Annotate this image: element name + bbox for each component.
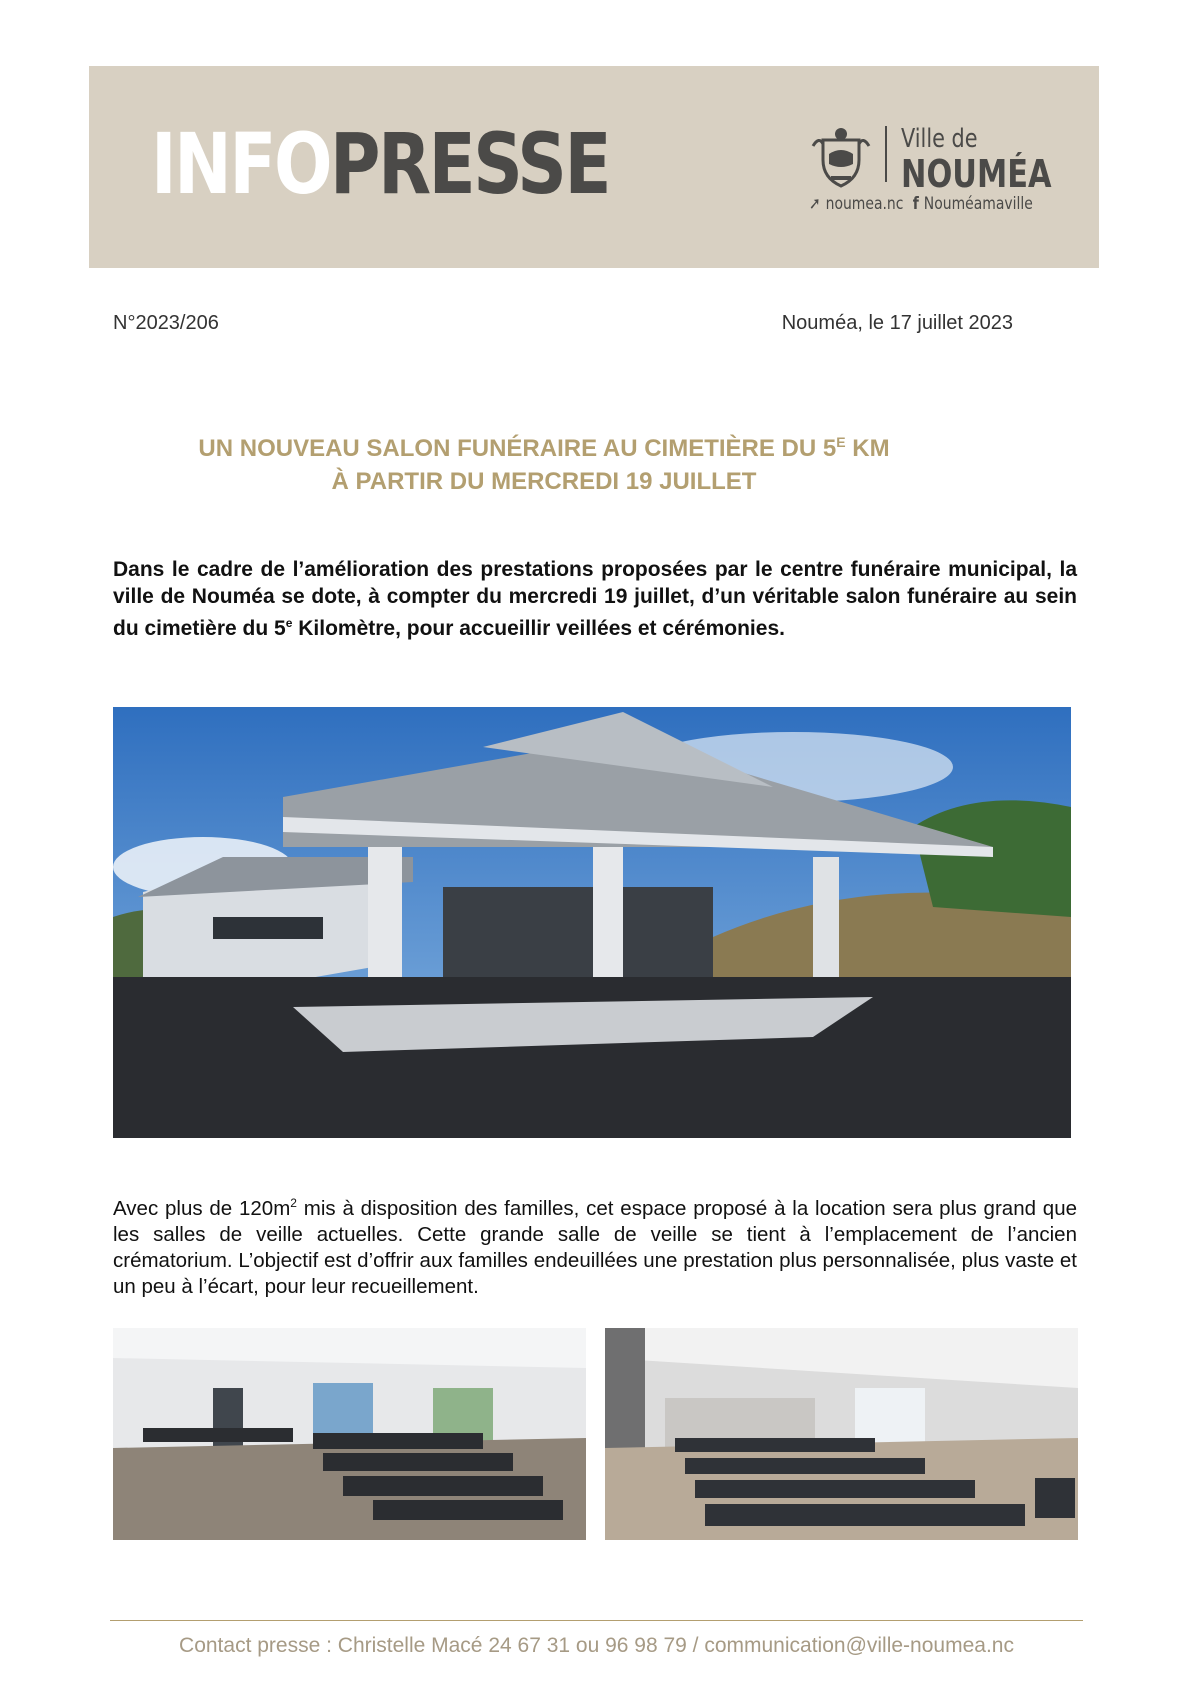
- ville-de-noumea-logo: [809, 124, 1052, 214]
- header-banner: [89, 66, 1099, 268]
- logo-separator: [885, 126, 887, 182]
- hall-interior-photo-1: [113, 1328, 586, 1540]
- logo-noumea: NOUMÉA: [901, 152, 1052, 196]
- logo-ville-de: Ville de: [901, 124, 978, 154]
- headline-line-2: À PARTIR DU MERCREDI 19 JUILLET: [331, 468, 757, 495]
- lead-paragraph: Dans le cadre de l’amélioration des prestations proposées par le centre funéraire municipal, la ville de Nouméa se dote, à compter du mercredi 19 juillet, d’un véritable salon funéraire au sein du cimetière du 5e Kilomètre, pour accueillir veillées et cérémonies.: [113, 558, 1077, 640]
- headline: [113, 426, 975, 498]
- info-presse-wordmark: [151, 115, 610, 213]
- dateline: Nouméa, le 17 juillet 2023: [781, 312, 1013, 334]
- press-contact: Contact presse : Christelle Macé 24 67 31 ou 96 98 79 / communication@ville-noumea.nc: [179, 1634, 1014, 1657]
- funeral-salon-exterior-photo: [113, 707, 1071, 1138]
- logo-facebook: Nouméamaville: [923, 194, 1033, 214]
- logo-links: [809, 194, 1038, 214]
- body-paragraph: Avec plus de $120m^2$ mis à disposition des familles, cet espace proposé à la location sera plus grand que les salles de veille actuelles. Cette grande salle de veille se tient à l’emplacement de l’ancien crématorium. L’objectif est d’offrir aux familles endeuillées une prestation plus personnalisée, plus vaste et un peu à l’écart, pour leur recueillement.: [113, 1196, 1077, 1298]
- send-arrow-icon: ➚: [809, 194, 821, 214]
- hall-interior-photo-2: [605, 1328, 1078, 1540]
- brand-info: INFO: [151, 115, 331, 213]
- press-release-number: N°2023/206: [113, 312, 219, 334]
- city-crest-icon: [809, 126, 873, 188]
- headline-line-1: UN NOUVEAU SALON FUNÉRAIRE AU CIMETIÈRE DU $5^E$ KM: [198, 434, 890, 462]
- logo-site: noumea.nc: [825, 194, 904, 214]
- facebook-icon: f: [912, 194, 919, 214]
- brand-presse: PRESSE: [330, 115, 610, 213]
- footer-divider: [110, 1620, 1083, 1621]
